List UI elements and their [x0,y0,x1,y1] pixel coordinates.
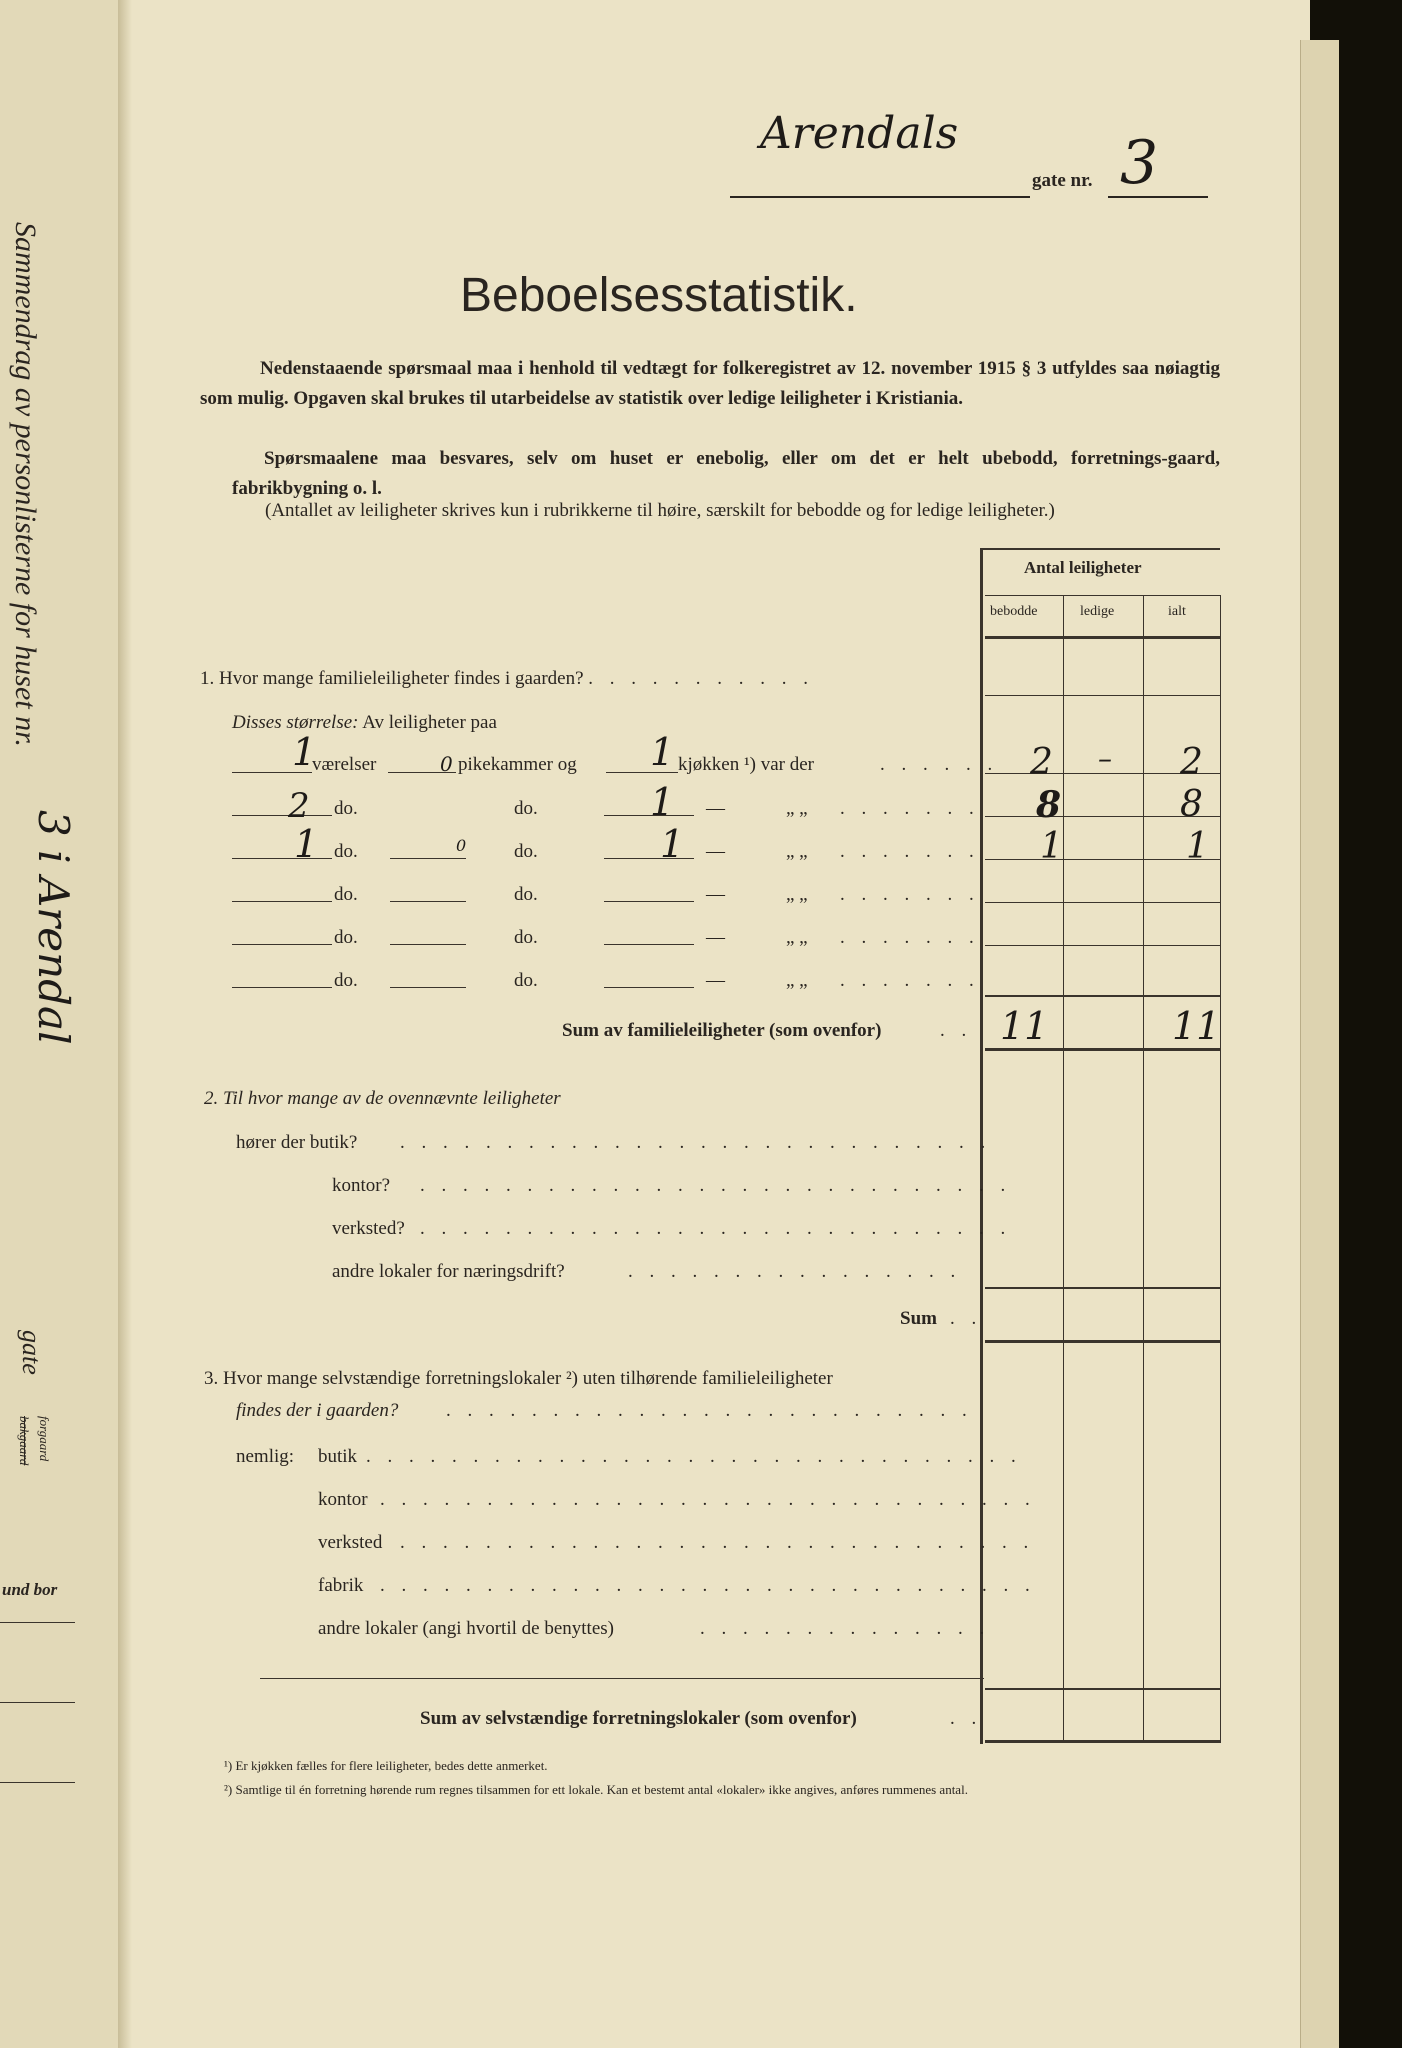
row3-maid: 0 [456,836,467,855]
table-rule [985,859,1220,860]
table-top-rule [980,548,1220,550]
table-rule [985,1340,1220,1343]
q2-verksted: verksted? [332,1218,405,1239]
col-ledige: ledige [1080,604,1115,619]
q3-label-2: findes der i gaarden? [236,1400,399,1421]
leader-dots: . . . . . . . . . . . . . . . . . . . . . . . . . . . . . . . [380,1575,1036,1596]
leader-dots: . . . . . . . . . . . . . . . . . . . . . . . . . [446,1400,973,1421]
dash: — [706,884,725,905]
leader-dots: . . . . . . . . . . . [588,668,815,689]
row1-rooms: 1 [292,730,317,774]
kitchen-line [604,944,694,945]
table-rule [985,595,1220,596]
sidebar-hand-number: 3 i Arendal [29,810,78,1045]
table-rule [985,1048,1220,1051]
leader-dots: . . . . . . [880,754,999,775]
kjokken-label: kjøkken ¹) var der [678,754,815,775]
kitchen-line [604,815,694,816]
table-rule [985,995,1220,997]
do-label: do. [514,970,538,991]
leader-dots: . . . . . . . . . . . . . . . . [628,1261,962,1282]
table-rule [985,1287,1220,1289]
q3-sum-label: Sum av selvstændige forretningslokaler (som ovenfor) [420,1708,857,1729]
grid-right [1220,595,1221,1743]
dash: — [706,970,725,991]
dash: — [706,798,725,819]
number-line [1108,196,1208,198]
page-edge [1300,40,1339,2048]
gate-nr-label: gate nr. [1032,170,1093,191]
leader-dots: . . . . . . . . . . . . . . . . . . . . . . . . . . . . [420,1218,1012,1239]
q2-butik: hører der butik? [236,1132,358,1153]
do-label: do. [514,841,538,862]
row1-ledige: – [1098,742,1112,775]
sidebar-rule [0,1782,75,1783]
do-label: do. [514,798,538,819]
leader-dots: . . . . . . . [840,798,980,819]
q3-kontor: kontor [318,1489,368,1510]
intro-paragraph-3: (Antallet av leiligheter skrives kun i rubrikkerne til høire, særskilt for bebodde og for ledige leiligheter.) [265,500,1055,521]
rooms-line [232,815,332,816]
q2-label: 2. Til hvor mange av de ovennævnte leiligheter [204,1088,561,1109]
row2-bebodde: 8 [1036,784,1062,826]
col-bebodde: bebodde [990,604,1038,619]
leader-dots: . . . . . . . [840,884,980,905]
maid-line [390,858,466,859]
leader-dots: . . [950,1308,983,1329]
table-rule [985,945,1220,946]
row1-maid: 0 [440,752,453,776]
leader-dots: . . . . . . . . . . . . . . . . . . . . . . . . . . . . . . . [380,1489,1036,1510]
sum-bebodde: 11 [1000,1004,1049,1048]
col-ialt: ialt [1168,604,1186,619]
sidebar-rule [0,1702,75,1703]
sidebar-vertical-text: Sammendrag av personlisterne for huset nr. [9,222,42,747]
q3-label: 3. Hvor mange selvstændige forretningslokaler ²) uten tilhørende familieleiligheter [204,1368,833,1389]
q1-size-label: Disses størrelse: [232,712,359,733]
sidebar-bakgaard: bakgaard [17,1416,32,1466]
leader-dots: . . . . . . . . . . . . . . . . . . . . . . . . . . . . [400,1132,992,1153]
q1-label: 1. Hvor mange familieleiligheter findes i gaarden? [200,668,584,689]
table-rule [985,636,1220,639]
q2-kontor: kontor? [332,1175,391,1196]
kitchen-line [604,901,694,902]
leader-dots: . . . . . . . [840,927,980,948]
ditto-quotes: „ „ [786,970,808,991]
vaerelser-label: værelser [312,754,377,775]
row1-bebodde: 2 [1030,742,1053,783]
kitchen-line [604,987,694,988]
q3-nemlig: nemlig: [236,1446,295,1467]
dash: — [706,927,725,948]
row3-ialt: 1 [1186,826,1209,867]
do-label: do. [334,841,358,862]
row2-kitchen: 1 [650,780,675,824]
q1-label-row [200,668,970,690]
intro-paragraph-2: Spørsmaalene maa besvares, selv om huset er enebolig, eller om det er helt ubebodd, forretnings-gaard, fabrikbygning o. l. [232,448,1220,499]
sidebar-forgaard: forgaard [37,1416,52,1462]
q1-size-intro: Av leiligheter paa [362,712,497,733]
footnote-2: ²) Samtlige til én forretning hørende rum regnes tilsammen for ett lokale. Kan et bestemt antal «lokaler» ikke angives, anføres rummenes antal. [224,1782,968,1797]
row3-kitchen: 1 [660,822,685,866]
q3-rule [260,1678,984,1679]
row2-rooms: 2 [288,786,310,826]
rooms-line [232,944,332,945]
q3-andre-lokaler: andre lokaler (angi hvortil de benyttes) [318,1618,614,1639]
leader-dots: . . [950,1708,983,1729]
sidebar-und-bor: und bor [2,1580,58,1599]
ditto-quotes: „ „ [786,841,808,862]
rooms-line [232,901,332,902]
ditto-quotes: „ „ [786,884,808,905]
street-name-handwritten: Arendals [760,108,959,159]
maid-line [390,944,466,945]
leader-dots: . . . . . . . . . . . . . . . . . . . . . . . . . . . . . . . [366,1446,1022,1467]
binding-shadow [118,0,132,2048]
table-rule [985,902,1220,903]
grid-col1 [1063,595,1064,1743]
q3-verksted: verksted [318,1532,383,1553]
leader-dots: . . . . . . . [840,970,980,991]
table-rule [985,1688,1220,1690]
pikekammer-label: pikekammer og [458,754,577,775]
maid-line [390,901,466,902]
do-label: do. [514,927,538,948]
row1-kitchen: 1 [650,730,675,774]
street-line [730,196,1030,198]
leader-dots: . . . . . . . . . . . . . . . . . . . . . . . . . . . . . . [400,1532,1035,1553]
q1-size-row [232,712,497,734]
do-label: do. [334,798,358,819]
dash: — [706,841,725,862]
q3-fabrik: fabrik [318,1575,364,1596]
row3-bebodde: 1 [1040,826,1063,867]
do-label: do. [334,970,358,991]
q2-sum-label: Sum [900,1308,937,1329]
footnote-1: ¹) Er kjøkken fælles for flere leiligheter, bedes dette anmerket. [224,1758,548,1773]
intro-paragraph-1: Nedenstaaende spørsmaal maa i henhold til vedtægt for folkeregistret av 12. november 1915 § 3 utfyldes saa nøiagtig som mulig. Opgaven skal brukes til utarbeidelse av statistik over ledige leiligheter i Kristiania. [200,358,1220,409]
row2-ialt: 8 [1180,784,1203,825]
do-label: do. [514,884,538,905]
row1-ialt: 2 [1180,742,1203,783]
ditto-quotes: „ „ [786,798,808,819]
sidebar-gate-label: gate [17,1330,46,1375]
grid-col2 [1143,595,1144,1743]
leader-dots: . . . . . . . . . . . . . . . . . . . . . . . . . . . . [420,1175,1012,1196]
row3-rooms: 1 [294,822,319,866]
table-rule [985,695,1220,696]
house-number-handwritten: 3 [1120,128,1159,198]
maid-line [390,987,466,988]
table-title: Antal leiligheter [1024,558,1142,577]
leader-dots: . . . . . . . . . . . . . . [700,1618,991,1639]
ditto-quotes: „ „ [786,927,808,948]
q2-andre-lokaler: andre lokaler for næringsdrift? [332,1261,565,1282]
do-label: do. [334,884,358,905]
leader-dots: . . . . . . . [840,841,980,862]
do-label: do. [334,927,358,948]
page-title: Beboelsesstatistik. [460,269,858,322]
sum-ialt: 11 [1172,1004,1221,1048]
q3-butik: butik [318,1446,358,1467]
rooms-line [232,987,332,988]
sidebar-rule [0,1622,75,1623]
table-rule [985,1740,1220,1743]
q1-sum-label: Sum av familieleiligheter (som ovenfor) [562,1020,882,1041]
leader-dots: . . [940,1020,973,1041]
